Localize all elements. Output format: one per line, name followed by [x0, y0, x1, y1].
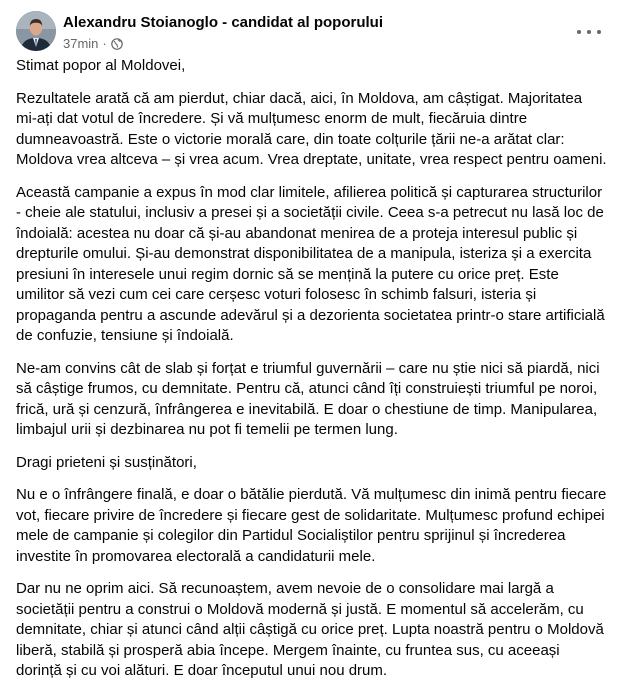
avatar[interactable]: [16, 11, 56, 51]
author-name[interactable]: Alexandru Stoianoglo - candidat al poporului: [63, 14, 384, 31]
globe-icon[interactable]: [111, 38, 123, 50]
post-paragraph: Stimat popor al Moldovei,: [16, 57, 186, 74]
more-options-icon[interactable]: [577, 22, 601, 42]
post-paragraph: Rezultatele arată că am pierdut, chiar dacă, aici, în Moldova, am câștigat. Majoritatea mi-ați dat votul de încredere. Și vă mulțumesc enorm de mult, fiecăruia dintre dumneavoastră. Este o victorie morală care, din toate colțurile țării ne-a arătat clar: Moldova vrea altceva – și vrea acum. Vrea dreptate, unitate, vrea respect pentru oameni.: [16, 89, 607, 168]
post-header: [16, 0, 613, 54]
post-paragraph: Dar nu ne oprim aici. Să recunoaștem, avem nevoie de o consolidare mai largă a societății pentru a construi o Moldovă modernă și justă. E momentul să accelerăm, cu demnitate, chiar și atunci când alții câștigă cu orice preț. Lupta noastră pentru o Moldovă liberă, stabilă și prosperă abia începe. Mergem înainte, cu fruntea sus, cu aceeași dorință și cu voi alături. E doar începutul unui nou drum.: [16, 580, 604, 679]
post-paragraph: Această campanie a expus în mod clar limitele, afilierea politică și capturarea structurilor - cheie ale statului, inclusiv a presei și a societății civile. Ceea s-a petrecut nu lasă loc de îndoială: acestea nu doar că și-au abandonat menirea de a proteja interesul public și drepturile omului. Și-au demonstrat disponibilitatea de a manipula, isteriza și a exercita presiuni în interesele unui regim dornic să se mențină la putere cu orice preț. Este umilitor să vezi cum cei care cerșesc voturi folosesc în schimb falsuri, isteria și propaganda pentru a ascunde adevărul și a dezorienta societatea printr-o stare artificială de confuzie, tensiune și îndoială.: [16, 183, 605, 344]
post-paragraph: Nu e o înfrângere finală, e doar o bătălie pierdută. Vă mulțumesc din inimă pentru fiecare vot, fiecare privire de încredere și fiecare gest de solidaritate. Mulțumesc profund echipei mele de campanie și colegilor din Partidul Socialiștilor pentru sprijinul și încrederea investite în promovarea electorală a candidaturii mele.: [16, 486, 607, 565]
post-text: [16, 56, 613, 682]
post-paragraph: Dragi prieteni și susținători,: [16, 453, 197, 471]
post-paragraph: Ne-am convins cât de slab și forțat e triumful guvernării – care nu știe nici să piardă, nici să câștige frumos, cu demnitate. Pentru că, atunci când îți construiești triumful pe noroi, frică, ură și cenzură, înfrângerea e inevitabilă. E doar o chestiune de timp. Manipularea, limbajul urii și dezbinarea nu pot fi temelii pe termen lung.: [16, 359, 600, 438]
avatar-photo: [16, 11, 56, 51]
post-meta: [63, 36, 123, 51]
separator-dot: ·: [102, 36, 107, 51]
post-time[interactable]: 37min: [63, 36, 99, 51]
